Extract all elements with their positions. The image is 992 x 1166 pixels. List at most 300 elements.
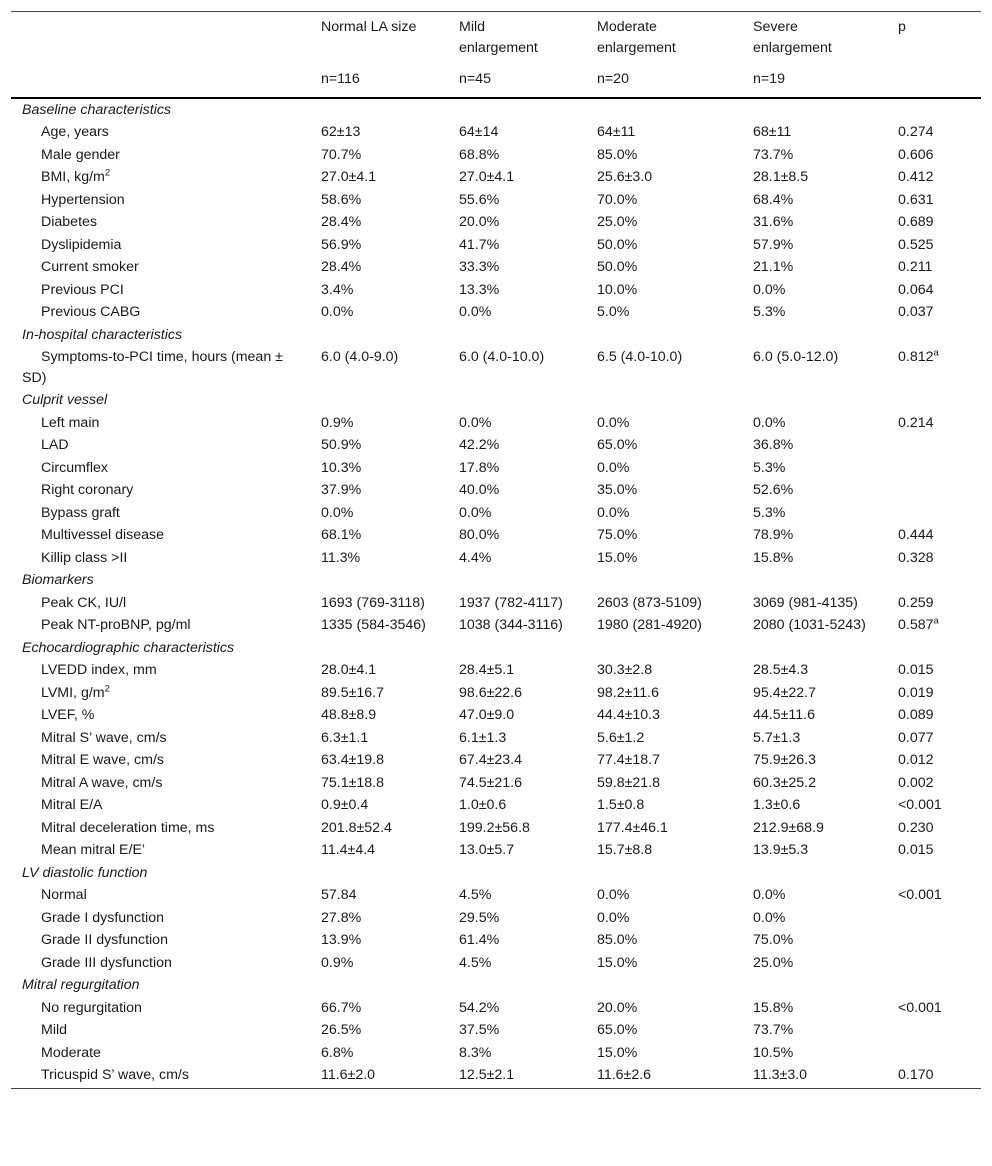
table-row bbox=[11, 547, 981, 570]
section-header-row bbox=[11, 98, 981, 122]
p-value-cell bbox=[887, 547, 981, 570]
p-value-cell bbox=[887, 434, 981, 457]
p-value-cell bbox=[887, 749, 981, 772]
header-count-empty bbox=[11, 58, 310, 98]
table-cell: 4.5% bbox=[459, 954, 492, 971]
p-value-cell bbox=[887, 301, 981, 324]
table-cell: 35.0% bbox=[597, 482, 638, 498]
p-value-cell bbox=[887, 929, 981, 952]
p-value-text: 0.274 bbox=[898, 124, 934, 140]
p-value-cell bbox=[887, 839, 981, 862]
section-title: Mitral regurgitation bbox=[22, 977, 140, 993]
p-value-cell bbox=[887, 997, 981, 1020]
table-cell: 10.3% bbox=[321, 459, 362, 476]
table-row bbox=[11, 524, 981, 547]
row-label-text: Previous CABG bbox=[41, 304, 141, 320]
row-label-text: Tricuspid S’ wave, cm/s bbox=[41, 1067, 189, 1083]
header-count-mild: n=45 bbox=[448, 58, 586, 98]
p-value-cell bbox=[887, 817, 981, 840]
p-value-cell bbox=[887, 121, 981, 144]
section-title: Echocardiographic characteristics bbox=[22, 639, 235, 656]
table-row bbox=[11, 592, 981, 615]
p-value-cell bbox=[887, 479, 981, 502]
p-value-cell bbox=[887, 524, 981, 547]
table-cell: 26.5% bbox=[321, 1022, 362, 1038]
row-label bbox=[11, 997, 310, 1020]
table-cell: 5.6±1.2 bbox=[597, 729, 645, 746]
header-count-moderate: n=20 bbox=[586, 58, 742, 98]
section-header-row bbox=[11, 569, 981, 592]
table-cell: 44.4±10.3 bbox=[597, 707, 661, 723]
p-value-text: 0.012 bbox=[898, 752, 934, 768]
p-value-cell bbox=[887, 279, 981, 302]
row-label-text: Multivessel disease bbox=[41, 527, 165, 543]
row-label bbox=[11, 547, 310, 570]
row-label-text: Moderate bbox=[41, 1044, 101, 1061]
row-label bbox=[11, 592, 310, 615]
table-cell: 54.2% bbox=[459, 999, 500, 1016]
table-cell: 80.0% bbox=[459, 527, 500, 543]
table-cell: 1335 (584-3546) bbox=[321, 617, 426, 633]
table-cell: 56.9% bbox=[321, 236, 362, 253]
data-table-container bbox=[11, 11, 981, 1089]
table-cell: 0.0% bbox=[459, 504, 492, 521]
row-label-text: LVEDD index, mm bbox=[41, 662, 157, 678]
p-value-text: 0.689 bbox=[898, 214, 934, 230]
row-label bbox=[11, 502, 310, 525]
table-cell: 5.3% bbox=[753, 504, 786, 521]
row-label bbox=[11, 929, 310, 952]
table-row bbox=[11, 144, 981, 167]
p-value-cell bbox=[887, 412, 981, 435]
row-label-superscript: 2 bbox=[104, 682, 110, 694]
table-row bbox=[11, 839, 981, 862]
row-label bbox=[11, 1019, 310, 1042]
table-cell: 15.8% bbox=[753, 999, 794, 1016]
header-normal-la-size bbox=[310, 12, 448, 59]
table-cell: 89.5±16.7 bbox=[321, 684, 385, 701]
table-cell: 50.9% bbox=[321, 437, 362, 453]
p-value-text: 0.089 bbox=[898, 707, 934, 723]
row-label-text: Dyslipidemia bbox=[41, 236, 122, 253]
header-title-line1: Normal LA size bbox=[321, 19, 417, 35]
table-cell: 95.4±22.7 bbox=[753, 684, 817, 701]
section-title: In-hospital characteristics bbox=[22, 326, 183, 343]
p-value-cell bbox=[887, 659, 981, 682]
table-cell: 15.0% bbox=[597, 549, 638, 566]
table-cell: 0.9% bbox=[321, 954, 354, 971]
table-cell: 28.4% bbox=[321, 259, 362, 275]
table-row bbox=[11, 1042, 981, 1065]
table-cell: 57.84 bbox=[321, 887, 357, 903]
table-cell: 6.0 (5.0-12.0) bbox=[753, 349, 839, 365]
table-cell: 48.8±8.9 bbox=[321, 707, 377, 723]
table-cell: 6.1±1.3 bbox=[459, 729, 507, 746]
table-cell: 75.0% bbox=[753, 932, 794, 948]
table-cell: 0.0% bbox=[321, 504, 354, 521]
table-cell: 68.8% bbox=[459, 146, 500, 163]
p-value-cell bbox=[887, 189, 981, 212]
table-cell: 1.0±0.6 bbox=[459, 797, 507, 813]
row-label bbox=[11, 121, 310, 144]
section-title: Biomarkers bbox=[22, 572, 94, 588]
table-cell: 4.5% bbox=[459, 887, 492, 903]
row-label-text: Normal bbox=[41, 887, 87, 903]
table-row bbox=[11, 479, 981, 502]
table-cell: 65.0% bbox=[597, 437, 638, 453]
table-cell: 50.0% bbox=[597, 259, 638, 275]
section-header-row bbox=[11, 974, 981, 997]
row-label-text: Grade I dysfunction bbox=[41, 909, 165, 926]
table-cell: 0.0% bbox=[597, 504, 630, 521]
p-value-text: 0.037 bbox=[898, 304, 934, 320]
p-value-text: <0.001 bbox=[898, 797, 942, 813]
table-cell: 6.0 (4.0-9.0) bbox=[321, 349, 399, 365]
header-title-line2: enlargement bbox=[597, 39, 676, 56]
table-cell: 25.6±3.0 bbox=[597, 169, 653, 185]
row-label-text: Peak NT-proBNP, pg/ml bbox=[41, 617, 191, 633]
table-row bbox=[11, 166, 981, 189]
table-cell: 13.9% bbox=[321, 932, 362, 948]
row-label-text: Left main bbox=[41, 414, 100, 431]
table-cell: 8.3% bbox=[459, 1044, 492, 1061]
row-label-text: Hypertension bbox=[41, 191, 125, 208]
p-value-text: 0.444 bbox=[898, 527, 934, 543]
table-cell: 0.0% bbox=[753, 887, 786, 903]
characteristics-table bbox=[11, 11, 981, 1089]
row-label bbox=[11, 839, 310, 862]
table-cell: 27.0±4.1 bbox=[321, 169, 377, 185]
p-value-text: 0.328 bbox=[898, 549, 934, 566]
row-label bbox=[11, 952, 310, 975]
header-moderate-enlargement bbox=[586, 12, 742, 59]
table-cell: 31.6% bbox=[753, 214, 794, 230]
p-value-text: 0.525 bbox=[898, 236, 934, 253]
p-value-text: 0.606 bbox=[898, 146, 934, 163]
row-label-text: Diabetes bbox=[41, 214, 97, 230]
table-cell: 13.9±5.3 bbox=[753, 842, 809, 858]
p-value-text: 0.587 bbox=[898, 617, 934, 633]
row-label bbox=[11, 907, 310, 930]
table-cell: 74.5±21.6 bbox=[459, 774, 523, 791]
table-cell: 0.9±0.4 bbox=[321, 797, 369, 813]
row-label-text: Mitral deceleration time, ms bbox=[41, 819, 215, 836]
header-count-normal: n=116 bbox=[310, 58, 448, 98]
p-value-cell bbox=[887, 211, 981, 234]
table-cell: 199.2±56.8 bbox=[459, 819, 530, 836]
table-cell: 65.0% bbox=[597, 1022, 638, 1038]
table-cell: 36.8% bbox=[753, 437, 794, 453]
row-label bbox=[11, 1064, 310, 1088]
table-cell: 2080 (1031-5243) bbox=[753, 617, 866, 633]
p-value-cell bbox=[887, 727, 981, 750]
table-cell: 6.8% bbox=[321, 1044, 354, 1061]
table-cell: 63.4±19.8 bbox=[321, 752, 385, 768]
table-row bbox=[11, 772, 981, 795]
table-cell: 0.0% bbox=[753, 909, 786, 926]
section-header-row bbox=[11, 862, 981, 885]
table-row bbox=[11, 929, 981, 952]
p-value-text: 0.019 bbox=[898, 684, 934, 701]
table-cell: 15.0% bbox=[597, 1044, 638, 1061]
table-cell: 11.3% bbox=[321, 549, 361, 566]
row-label bbox=[11, 144, 310, 167]
table-cell: 60.3±25.2 bbox=[753, 774, 817, 791]
table-cell: 85.0% bbox=[597, 932, 638, 948]
table-cell: 70.7% bbox=[321, 146, 362, 163]
table-cell: 28.0±4.1 bbox=[321, 662, 377, 678]
table-row bbox=[11, 997, 981, 1020]
table-cell: 6.3±1.1 bbox=[321, 729, 369, 746]
section-title: Baseline characteristics bbox=[22, 101, 172, 118]
row-label bbox=[11, 817, 310, 840]
table-cell: 27.0±4.1 bbox=[459, 169, 515, 185]
table-cell: 64±14 bbox=[459, 124, 499, 140]
table-cell: 13.3% bbox=[459, 281, 500, 298]
table-cell: 1937 (782-4117) bbox=[459, 594, 563, 611]
p-value-footnote-marker: a bbox=[933, 615, 939, 627]
header-count-p bbox=[887, 58, 981, 98]
table-cell: 0.0% bbox=[597, 459, 630, 476]
table-cell: 0.9% bbox=[321, 414, 354, 431]
table-cell: 11.4±4.4 bbox=[321, 842, 376, 858]
table-cell: 201.8±52.4 bbox=[321, 819, 392, 836]
table-cell: 15.0% bbox=[597, 954, 638, 971]
p-value-text: 0.259 bbox=[898, 594, 934, 611]
row-label-text: Grade II dysfunction bbox=[41, 932, 168, 948]
table-cell: 47.0±9.0 bbox=[459, 707, 515, 723]
table-cell: 11.3±3.0 bbox=[742, 1064, 887, 1088]
table-cell: 11.6±2.0 bbox=[310, 1064, 448, 1088]
p-value-text: 0.170 bbox=[898, 1067, 934, 1083]
p-value-text: 0.077 bbox=[898, 729, 934, 746]
table-cell: 68.1% bbox=[321, 527, 362, 543]
header-count-severe: n=19 bbox=[742, 58, 887, 98]
p-value-cell bbox=[887, 346, 981, 389]
table-cell: 1693 (769-3118) bbox=[321, 594, 425, 611]
p-value-cell bbox=[887, 502, 981, 525]
header-p-value bbox=[887, 12, 981, 59]
row-label-text: Peak CK, IU/l bbox=[41, 594, 127, 611]
p-value-cell bbox=[887, 1064, 981, 1088]
table-cell: 70.0% bbox=[597, 191, 638, 208]
row-label-text: Mean mitral E/E’ bbox=[41, 842, 146, 858]
table-cell: 78.9% bbox=[753, 527, 794, 543]
table-row bbox=[11, 211, 981, 234]
row-label-text: LVMI, g/m bbox=[41, 684, 105, 701]
section-header-row bbox=[11, 389, 981, 412]
table-row bbox=[11, 952, 981, 975]
table-cell: 0.0% bbox=[321, 304, 354, 320]
row-label bbox=[11, 1042, 310, 1065]
row-label-text: Mitral E/A bbox=[41, 797, 103, 813]
p-value-text: 0.230 bbox=[898, 819, 934, 836]
table-cell: 50.0% bbox=[597, 236, 638, 253]
table-row bbox=[11, 434, 981, 457]
p-value-cell bbox=[887, 884, 981, 907]
table-cell: 10.5% bbox=[753, 1044, 794, 1061]
table-cell: 55.6% bbox=[459, 191, 500, 208]
p-value-text: 0.015 bbox=[898, 842, 934, 858]
row-label-text: Mitral E wave, cm/s bbox=[41, 752, 164, 768]
p-value-text: 0.631 bbox=[898, 191, 934, 208]
table-cell: 1.3±0.6 bbox=[753, 797, 801, 813]
p-value-cell bbox=[887, 166, 981, 189]
p-value-text: 0.211 bbox=[898, 259, 933, 275]
table-cell: 42.2% bbox=[459, 437, 500, 453]
table-row bbox=[11, 682, 981, 705]
header-title-line1: p bbox=[898, 19, 906, 35]
table-row bbox=[11, 457, 981, 480]
table-cell: 2603 (873-5109) bbox=[597, 594, 702, 611]
row-label-text: Mitral S’ wave, cm/s bbox=[41, 729, 167, 746]
row-label bbox=[11, 279, 310, 302]
table-cell: 37.9% bbox=[321, 482, 362, 498]
table-cell: 1038 (344-3116) bbox=[459, 617, 563, 633]
p-value-cell bbox=[887, 682, 981, 705]
table-cell: 5.0% bbox=[597, 304, 630, 320]
table-cell: 6.5 (4.0-10.0) bbox=[597, 349, 683, 365]
p-value-cell bbox=[887, 1019, 981, 1042]
table-cell: 67.4±23.4 bbox=[459, 752, 523, 768]
table-row bbox=[11, 704, 981, 727]
table-body bbox=[11, 98, 981, 1089]
table-cell: 98.6±22.6 bbox=[459, 684, 523, 701]
table-cell: 5.3% bbox=[753, 459, 786, 476]
table-cell: 75.0% bbox=[597, 527, 638, 543]
row-label bbox=[11, 659, 310, 682]
table-cell: 29.5% bbox=[459, 909, 500, 926]
table-row bbox=[11, 189, 981, 212]
table-cell: 177.4±46.1 bbox=[597, 819, 668, 836]
table-cell: 52.6% bbox=[753, 482, 794, 498]
table-cell: 68.4% bbox=[753, 191, 794, 208]
row-label bbox=[11, 884, 310, 907]
row-label-text: Symptoms-to-PCI time, hours (mean ± SD) bbox=[22, 349, 283, 386]
p-value-text: <0.001 bbox=[898, 999, 942, 1016]
row-label bbox=[11, 772, 310, 795]
table-cell: 212.9±68.9 bbox=[753, 819, 824, 836]
table-cell: 40.0% bbox=[459, 482, 500, 498]
table-cell: 25.0% bbox=[753, 954, 794, 971]
header-title-line1: Mild bbox=[459, 19, 486, 35]
table-row bbox=[11, 907, 981, 930]
row-label bbox=[11, 166, 310, 189]
table-cell: 37.5% bbox=[459, 1022, 500, 1038]
table-cell: 5.3% bbox=[753, 304, 786, 320]
table-cell: 20.0% bbox=[597, 999, 638, 1016]
table-cell: 15.8% bbox=[753, 549, 794, 566]
row-label bbox=[11, 614, 310, 637]
row-label-text: Circumflex bbox=[41, 459, 109, 476]
table-cell: 77.4±18.7 bbox=[597, 752, 661, 768]
header-title-line2: enlargement bbox=[753, 39, 832, 56]
table-cell: 13.0±5.7 bbox=[459, 842, 515, 858]
p-value-cell bbox=[887, 952, 981, 975]
section-title: Culprit vessel bbox=[22, 392, 108, 408]
table-row bbox=[11, 279, 981, 302]
row-label bbox=[11, 211, 310, 234]
header-title-line1: Moderate bbox=[597, 19, 657, 35]
header-mild-enlargement bbox=[448, 12, 586, 59]
table-cell: 44.5±11.6 bbox=[753, 707, 815, 723]
table-cell: 0.0% bbox=[459, 304, 492, 320]
table-cell: 73.7% bbox=[753, 1022, 794, 1038]
table-cell: 1.5±0.8 bbox=[597, 797, 645, 813]
table-cell: 75.1±18.8 bbox=[321, 774, 385, 791]
row-label bbox=[11, 412, 310, 435]
row-label-text: Killip class >II bbox=[41, 549, 128, 566]
p-value-text: 0.002 bbox=[898, 774, 934, 791]
row-label bbox=[11, 524, 310, 547]
table-row bbox=[11, 884, 981, 907]
row-label-text: No regurgitation bbox=[41, 999, 142, 1016]
row-label-text: Male gender bbox=[41, 146, 120, 163]
table-cell: 21.1% bbox=[753, 259, 794, 275]
row-label-text: Grade III dysfunction bbox=[41, 954, 172, 971]
table-cell: 6.0 (4.0-10.0) bbox=[459, 349, 545, 365]
table-cell: 3069 (981-4135) bbox=[753, 594, 858, 611]
table-row bbox=[11, 502, 981, 525]
table-cell: 30.3±2.8 bbox=[597, 662, 653, 678]
table-row bbox=[11, 794, 981, 817]
header-row-counts bbox=[11, 58, 981, 98]
p-value-cell bbox=[887, 794, 981, 817]
row-label bbox=[11, 346, 310, 389]
table-header bbox=[11, 12, 981, 98]
table-cell: 0.0% bbox=[597, 887, 630, 903]
table-cell: 17.8% bbox=[459, 459, 500, 476]
table-row bbox=[11, 749, 981, 772]
table-cell: 58.6% bbox=[321, 191, 362, 208]
table-cell: 1980 (281-4920) bbox=[597, 617, 702, 633]
table-cell: 57.9% bbox=[753, 236, 794, 253]
row-label-text: Previous PCI bbox=[41, 281, 124, 298]
p-value-cell bbox=[887, 1042, 981, 1065]
p-value-footnote-marker: a bbox=[933, 347, 939, 359]
row-label-text: LAD bbox=[41, 437, 69, 453]
table-row bbox=[11, 817, 981, 840]
row-label bbox=[11, 457, 310, 480]
p-value-cell bbox=[887, 457, 981, 480]
p-value-cell bbox=[887, 772, 981, 795]
row-label bbox=[11, 727, 310, 750]
header-label-column bbox=[11, 12, 310, 59]
row-label bbox=[11, 682, 310, 705]
section-header-row bbox=[11, 324, 981, 347]
row-label-text: BMI, kg/m bbox=[41, 169, 105, 185]
table-cell: 59.8±21.8 bbox=[597, 774, 661, 791]
p-value-cell bbox=[887, 144, 981, 167]
row-label-text: Mitral A wave, cm/s bbox=[41, 774, 163, 791]
table-cell: 64±11 bbox=[597, 124, 636, 140]
row-label bbox=[11, 256, 310, 279]
table-cell: 28.4±5.1 bbox=[459, 662, 515, 678]
header-severe-enlargement bbox=[742, 12, 887, 59]
table-cell: 61.4% bbox=[459, 932, 500, 948]
table-row bbox=[11, 1064, 981, 1088]
table-cell: 12.5±2.1 bbox=[448, 1064, 586, 1088]
row-label bbox=[11, 301, 310, 324]
table-row bbox=[11, 121, 981, 144]
row-label-text: Right coronary bbox=[41, 482, 134, 498]
table-cell: 0.0% bbox=[597, 909, 630, 926]
table-cell: 41.7% bbox=[459, 236, 500, 253]
p-value-cell bbox=[887, 256, 981, 279]
p-value-cell bbox=[887, 592, 981, 615]
p-value-text: <0.001 bbox=[898, 887, 942, 903]
table-cell: 28.5±4.3 bbox=[753, 662, 809, 678]
